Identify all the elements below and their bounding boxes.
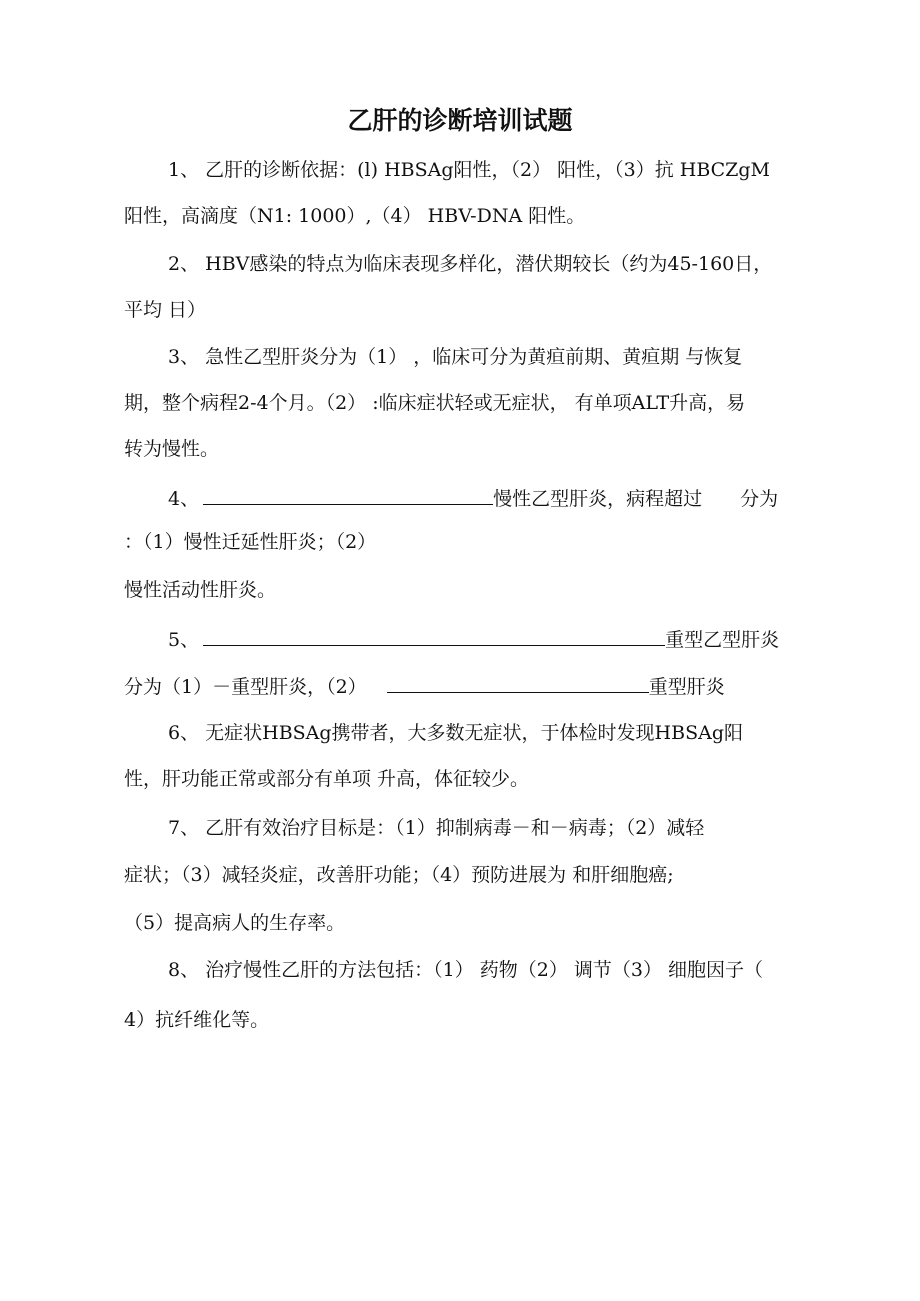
question-6-line-1: 6、 无症状HBSAg携带者，大多数无症状，于体检时发现HBSAg阳	[168, 722, 743, 744]
question-5-number: 5、	[168, 629, 200, 651]
question-7-line-1: 7、 乙肝有效治疗目标是：（1）抑制病毒－和－病毒；（2）减轻	[168, 817, 705, 839]
answer-blank[interactable]	[387, 673, 649, 693]
question-3-line-2: 期，整个病程2-4个月。（2） :临床症状轻或无症状， 有单项ALT升高，易	[124, 392, 746, 414]
question-3-line-3: 转为慢性。	[124, 438, 220, 460]
question-5-line-2	[124, 673, 725, 699]
question-4-line-1-tail: 慢性乙型肝炎，病程超过 分为	[493, 488, 779, 510]
question-4-number: 4、	[168, 488, 200, 510]
question-4-line-2: ：（1）慢性迁延性肝炎；（2）	[124, 531, 377, 553]
question-8-line-2: 4）抗纤维化等。	[124, 1009, 270, 1031]
question-7-line-3: （5）提高病人的生存率。	[124, 912, 346, 934]
question-4-line-1	[168, 485, 778, 511]
question-7-line-2: 症状；（3）减轻炎症，改善肝功能；（4）预防进展为 和肝细胞癌;	[124, 864, 674, 886]
question-5-line-2-tail: 重型肝炎	[648, 676, 725, 698]
question-5-line-1	[168, 626, 779, 652]
question-1-line-2: 阳性，高滴度（N1: 1000）,（4） HBV-DNA 阳性。	[124, 205, 586, 227]
question-2-line-2: 平均 日）	[124, 299, 207, 321]
answer-blank[interactable]	[203, 485, 493, 505]
answer-blank[interactable]	[203, 626, 665, 646]
question-1-line-1: 1、 乙肝的诊断依据：(l) HBSAg阳性，（2） 阳性，（3）抗 HBCZgM	[168, 159, 770, 181]
page-title: 乙肝的诊断培训试题	[347, 106, 573, 135]
question-8-line-1: 8、 治疗慢性乙肝的方法包括：（1） 药物（2） 调节（3） 细胞因子（	[168, 959, 764, 981]
question-5-line-1-tail: 重型乙型肝炎	[665, 629, 780, 651]
question-5-line-2-head: 分为（1）－重型肝炎，（2）	[124, 676, 367, 698]
question-6-line-2: 性，肝功能正常或部分有单项 升高，体征较少。	[124, 768, 530, 790]
question-4-line-3: 慢性活动性肝炎。	[124, 579, 277, 601]
question-2-line-1: 2、 HBV感染的特点为临床表现多样化，潜伏期较长（约为45-160日，	[168, 253, 773, 275]
question-3-line-1: 3、 急性乙型肝炎分为（1） ，临床可分为黄疸前期、黄疸期 与恢复	[168, 346, 743, 368]
